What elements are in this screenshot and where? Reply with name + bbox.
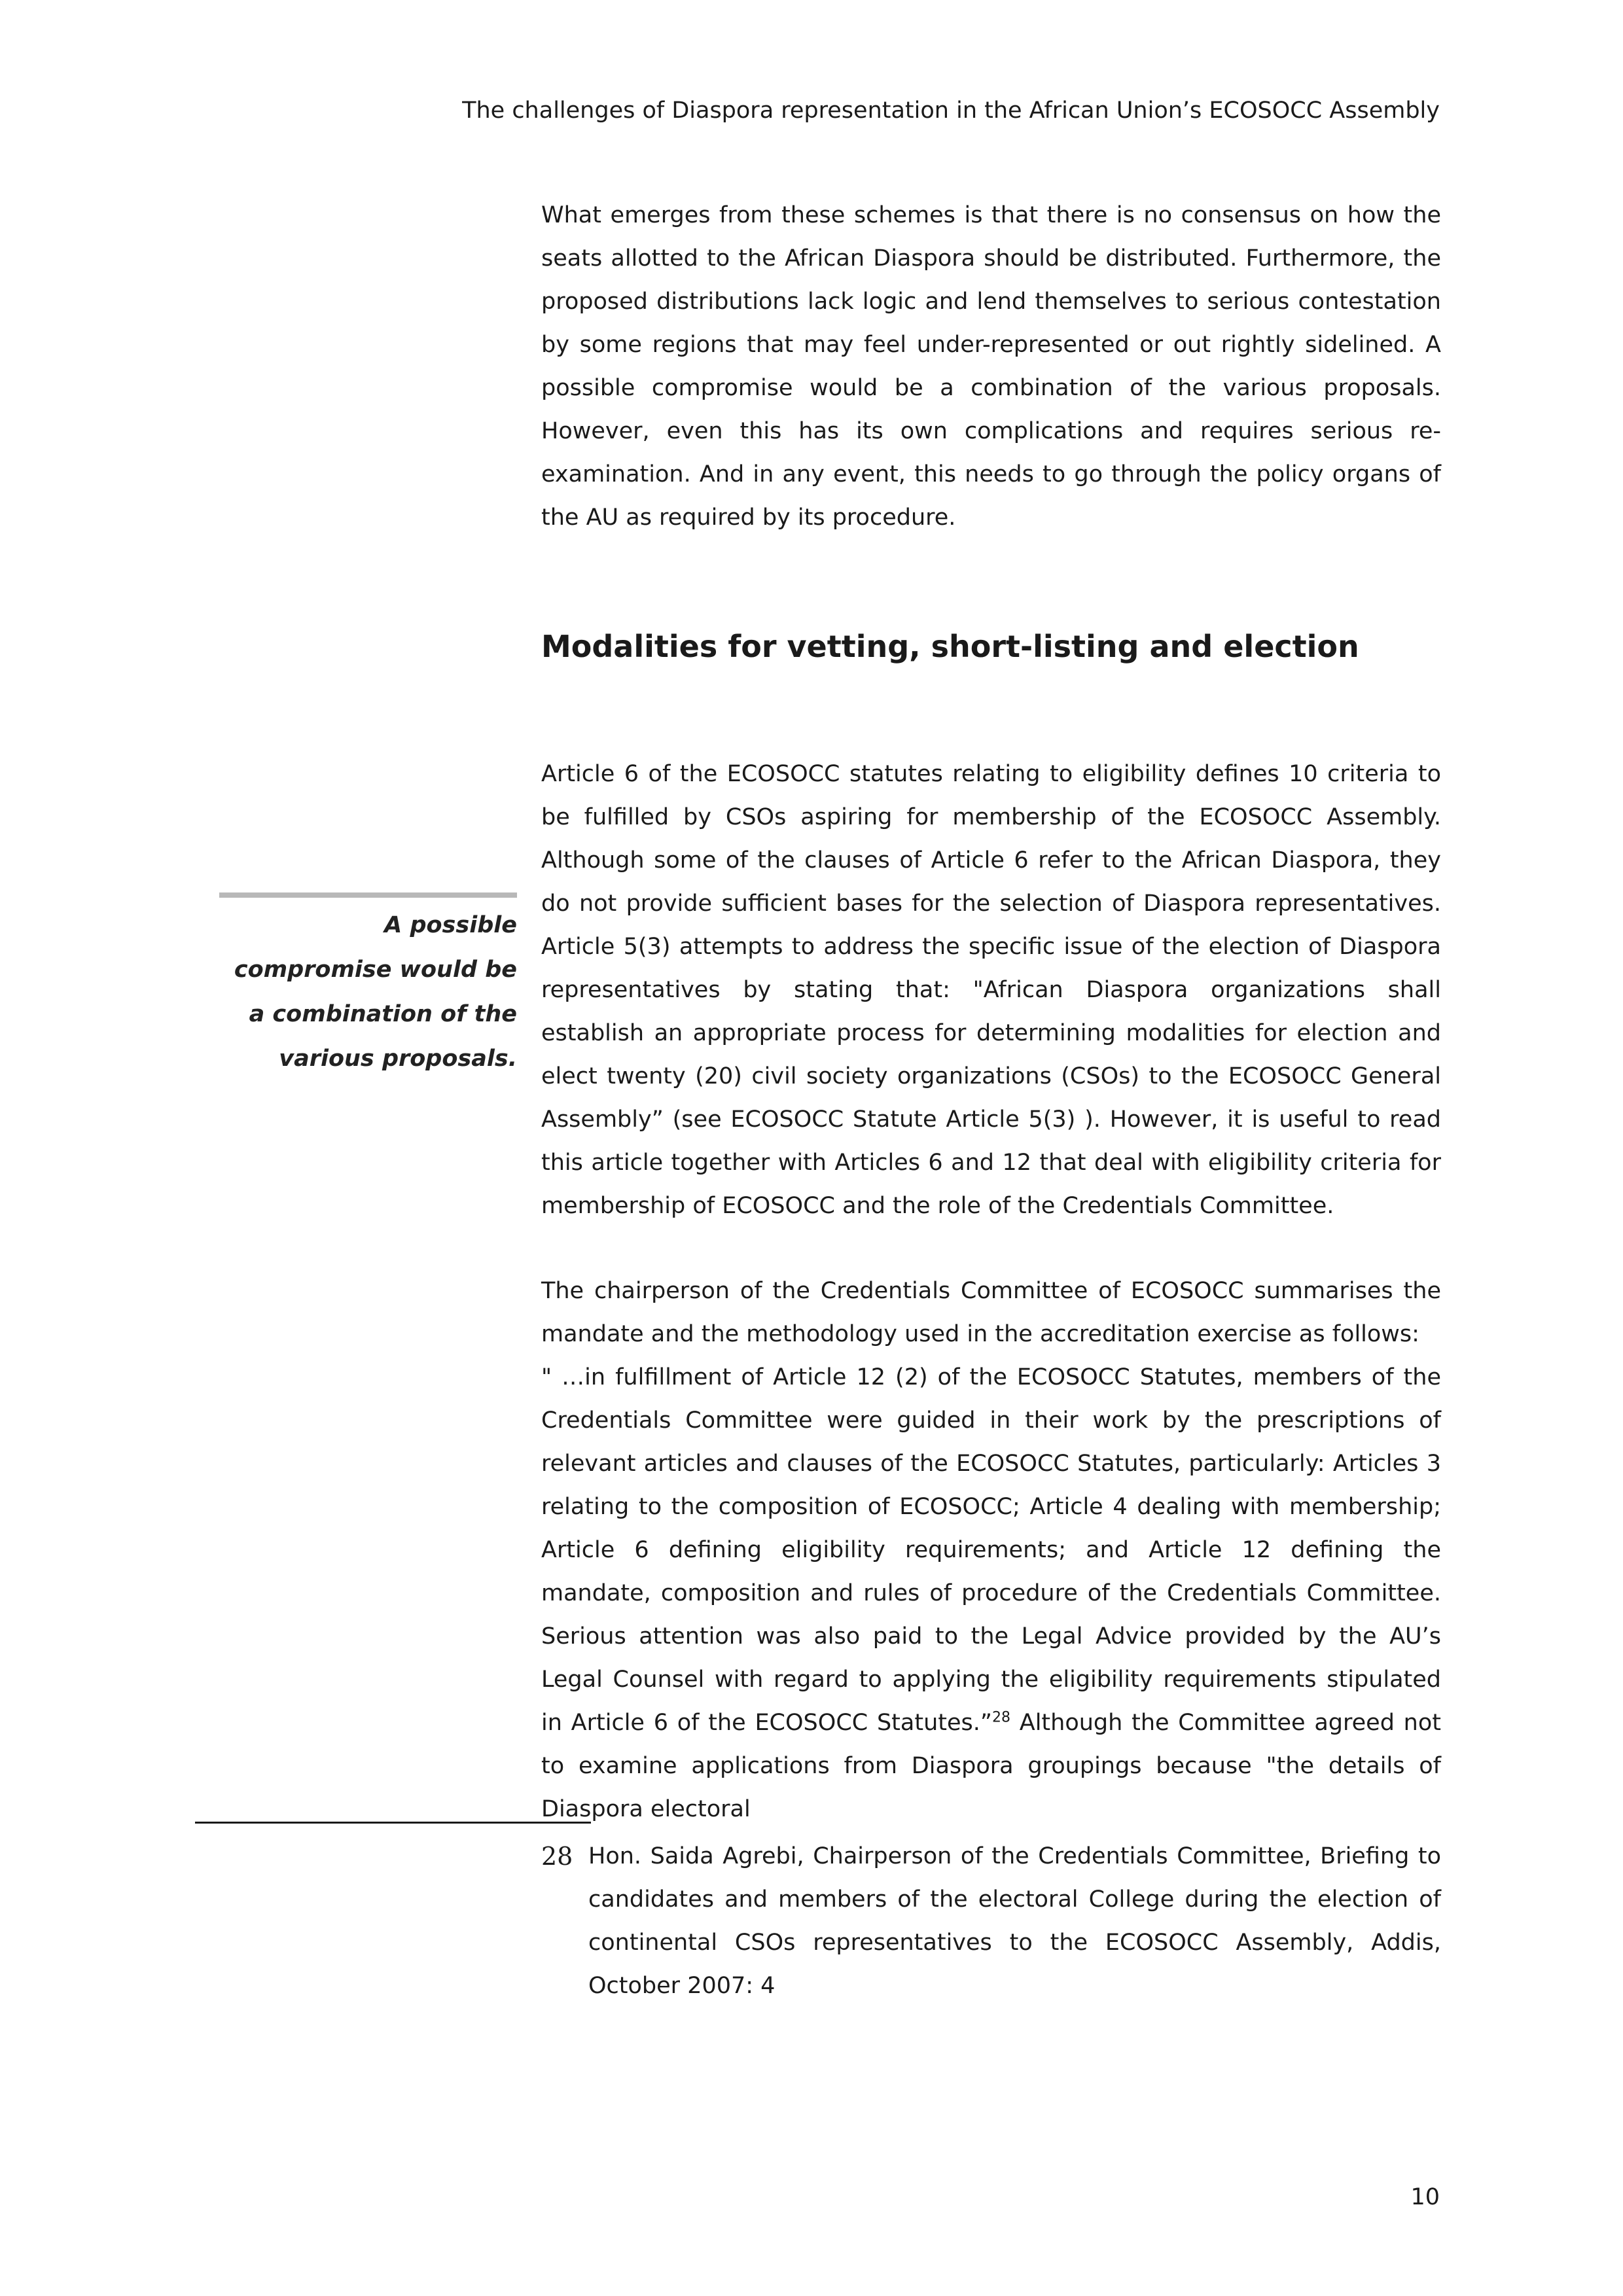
paragraph-1-block: [541, 194, 1441, 539]
footnote-separator: [195, 1822, 591, 1824]
footnote: [541, 1835, 1441, 2007]
footnote-reference[interactable]: 28: [992, 1709, 1010, 1726]
paragraph-3-block: [541, 1269, 1441, 1831]
quote-text: " …in fulfillment of Article 12 (2) of the ECOSOCC Statutes, members of the Credentials Committee were guided in their work by the prescriptions of relevant articles and clauses of the ECOSOCC Statutes, particularly: Articles 3 relating to the composition of ECOSOCC; Article 4 dealing with membership; Article 6 defining eligibility requirements; and Article 12 defining the mandate, composition and rules of procedure of the Credentials Committee. Serious attention was also paid to the Legal Advice provided by the AU’s Legal Counsel with regard to applying the eligibility requirements stipulated in Article 6 of the ECOSOCC Statutes.”: [541, 1364, 1441, 1736]
footnote-text: Hon. Saida Agrebi, Chairperson of the Credentials Committee, Briefing to candidates and members of the electoral College during the election of continental CSOs representatives to the ECOSOCC Assembly, Addis, October 2007: 4: [588, 1843, 1441, 1999]
pull-quote: A possible compromise would be a combination of the various proposals.: [219, 892, 517, 1081]
footnote-number: 28: [541, 1842, 573, 1871]
running-header: The challenges of Diaspora representation in the African Union’s ECOSOCC Assembly: [462, 97, 1440, 124]
paragraph-2: Article 6 of the ECOSOCC statutes relating to eligibility defines 10 criteria to be fulfilled by CSOs aspiring for membership of the ECOSOCC Assembly. Although some of the clauses of Article 6 refer to the African Diaspora, they do not provide sufficient bases for the selection of Diaspora representatives. Article 5(3) attempts to address the specific issue of the election of Diaspora representatives by stating that: "African Diaspora organizations shall establish an appropriate process for determining modalities for election and elect twenty (20) civil society organizations (CSOs) to the ECOSOCC General Assembly” (see ECOSOCC Statute Article 5(3) ). However, it is useful to read this article together with Articles 6 and 12 that deal with eligibility criteria for membership of ECOSOCC and the role of the Credentials Committee.: [541, 761, 1441, 1219]
paragraph-3-intro: The chairperson of the Credentials Committee of ECOSOCC summarises the mandate and the methodology used in the accreditation exercise as follows:: [541, 1278, 1441, 1347]
section-heading: Modalities for vetting, short-listing and election: [541, 629, 1359, 664]
paragraph-1: What emerges from these schemes is that there is no consensus on how the seats allotted to the African Diaspora should be distributed. Furthermore, the proposed distributions lack logic and lend themselves to serious contestation by some regions that may feel under-represented or out rightly sidelined. A possible compromise would be a combination of the various proposals. However, even this has its own complications and requires serious re-examination. And in any event, this needs to go through the policy organs of the AU as required by its procedure.: [541, 202, 1441, 531]
page-number: 10: [1410, 2184, 1440, 2210]
paragraph-2-block: [541, 752, 1441, 1227]
paragraph-3-quote: [541, 1356, 1441, 1831]
paragraph-3-tail: Although the Committee agreed not to examine applications from Diaspora groupings because "the details of Diaspora electoral: [541, 1710, 1441, 1822]
